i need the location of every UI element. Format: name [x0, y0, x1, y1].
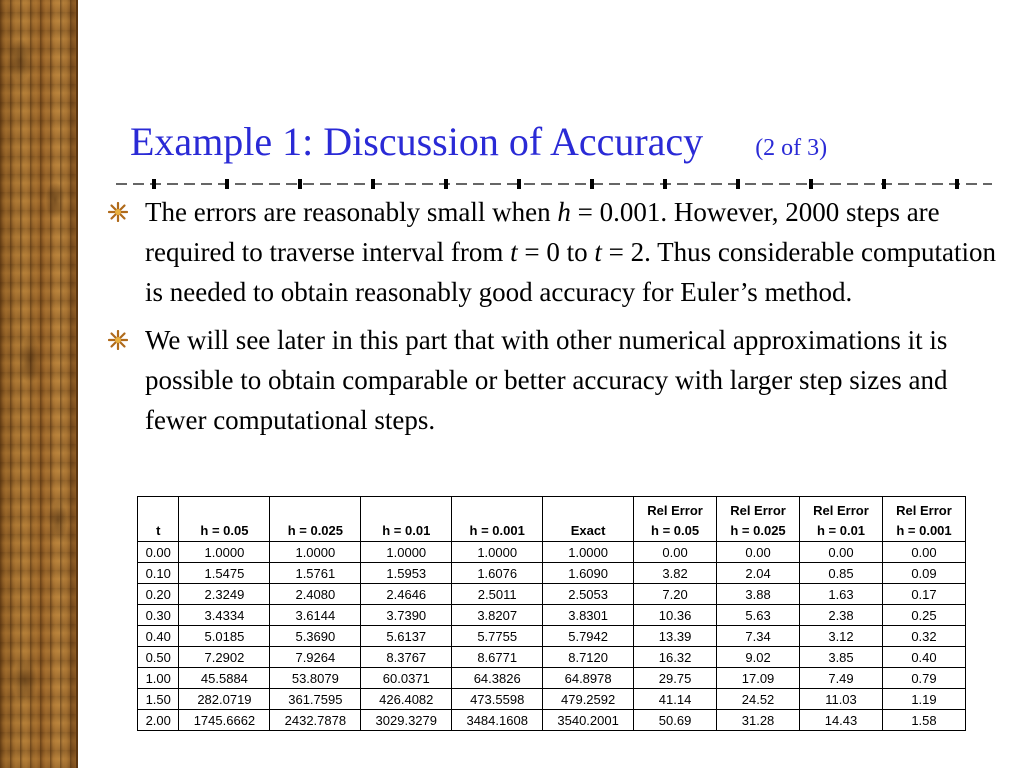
table-cell: 24.52	[717, 689, 800, 710]
table-cell: 1745.6662	[179, 710, 270, 731]
wood-texture-border	[0, 0, 76, 768]
table-cell: 0.32	[882, 626, 965, 647]
table-cell: 8.6771	[452, 647, 543, 668]
table-cell: 3484.1608	[452, 710, 543, 731]
header-line-1	[545, 501, 631, 521]
header-line-1	[363, 501, 449, 521]
table-header-cell	[800, 497, 883, 542]
bullet-item-1	[108, 192, 998, 312]
table-row	[138, 563, 966, 584]
table-header-cell	[179, 497, 270, 542]
table-cell: 1.0000	[179, 542, 270, 563]
header-line-1: Rel Error	[647, 503, 703, 518]
table-cell: 0.85	[800, 563, 883, 584]
table-cell: 3.4334	[179, 605, 270, 626]
slide-title-main: Example 1: Discussion of Accuracy	[130, 119, 704, 164]
header-line-1	[140, 501, 176, 521]
table-header-cell	[543, 497, 634, 542]
table-cell: 9.02	[717, 647, 800, 668]
table-header-cell	[138, 497, 179, 542]
header-line-2: h = 0.001	[469, 523, 525, 538]
star-bullet-icon	[108, 330, 128, 350]
table-cell: 1.00	[138, 668, 179, 689]
table-cell: 1.5475	[179, 563, 270, 584]
header-line-1: Rel Error	[813, 503, 869, 518]
table-cell: 64.3826	[452, 668, 543, 689]
divider-tick	[152, 179, 156, 189]
table-header-cell	[361, 497, 452, 542]
header-line-2: h = 0.01	[816, 523, 866, 538]
header-line-2: h = 0.025	[730, 523, 786, 538]
table-row	[138, 626, 966, 647]
table-cell: 0.00	[138, 542, 179, 563]
table-cell: 1.0000	[270, 542, 361, 563]
divider-tick	[736, 179, 740, 189]
divider-tick	[225, 179, 229, 189]
table-cell: 0.40	[138, 626, 179, 647]
table-cell: 53.8079	[270, 668, 361, 689]
divider-tick	[809, 179, 813, 189]
table-cell: 0.10	[138, 563, 179, 584]
table-cell: 13.39	[634, 626, 717, 647]
table-row	[138, 689, 966, 710]
table-cell: 2.4080	[270, 584, 361, 605]
table-cell: 0.00	[800, 542, 883, 563]
table-cell: 3.82	[634, 563, 717, 584]
table-cell: 1.50	[138, 689, 179, 710]
table-cell: 0.00	[882, 542, 965, 563]
header-line-1	[272, 501, 358, 521]
table-row	[138, 542, 966, 563]
divider-tick	[663, 179, 667, 189]
wood-border-edge	[76, 0, 78, 768]
table-cell: 3.6144	[270, 605, 361, 626]
table-cell: 3.8207	[452, 605, 543, 626]
header-line-2: t	[156, 523, 161, 538]
table-cell: 0.25	[882, 605, 965, 626]
divider-tick	[590, 179, 594, 189]
table-cell: 0.40	[882, 647, 965, 668]
divider-tick	[882, 179, 886, 189]
table-cell: 11.03	[800, 689, 883, 710]
table-row	[138, 647, 966, 668]
table-cell: 1.5953	[361, 563, 452, 584]
table-cell: 7.9264	[270, 647, 361, 668]
table-cell: 479.2592	[543, 689, 634, 710]
table-cell: 3029.3279	[361, 710, 452, 731]
table-cell: 0.17	[882, 584, 965, 605]
slide-title	[130, 118, 827, 165]
table-header-cell	[882, 497, 965, 542]
table-row	[138, 710, 966, 731]
table-header-cell	[452, 497, 543, 542]
table-cell: 361.7595	[270, 689, 361, 710]
bullet-list	[108, 192, 998, 448]
table-cell: 7.34	[717, 626, 800, 647]
header-line-1	[454, 501, 540, 521]
header-line-1: Rel Error	[730, 503, 786, 518]
table-cell: 2.38	[800, 605, 883, 626]
header-line-2: h = 0.01	[382, 523, 431, 538]
table-cell: 41.14	[634, 689, 717, 710]
table-cell: 10.36	[634, 605, 717, 626]
table-header-cell	[270, 497, 361, 542]
table-cell: 3540.2001	[543, 710, 634, 731]
bullet-text-2: We will see later in this part that with other numerical approximations it is possible to obtain comparable or better accuracy with larger step sizes and fewer computational steps.	[145, 325, 948, 435]
table-cell: 50.69	[634, 710, 717, 731]
table-cell: 0.00	[634, 542, 717, 563]
divider-tick	[444, 179, 448, 189]
table-cell: 2.00	[138, 710, 179, 731]
table-cell: 3.8301	[543, 605, 634, 626]
header-line-2: h = 0.05	[651, 523, 700, 538]
divider-tick	[371, 179, 375, 189]
table-cell: 2.3249	[179, 584, 270, 605]
table-cell: 426.4082	[361, 689, 452, 710]
divider-tick	[298, 179, 302, 189]
table-cell: 1.6090	[543, 563, 634, 584]
table-cell: 5.0185	[179, 626, 270, 647]
table-cell: 17.09	[717, 668, 800, 689]
header-line-2: h = 0.05	[200, 523, 249, 538]
bullet-text-1: The errors are reasonably small when h = 0.001. However, 2000 steps are required to traverse interval from t = 0 to t = 2. Thus considerable computation is needed to obtain reasonably good accuracy for Euler’s method.	[145, 197, 997, 307]
table-cell: 5.3690	[270, 626, 361, 647]
table-row	[138, 584, 966, 605]
table-cell: 1.6076	[452, 563, 543, 584]
table-header-cell	[634, 497, 717, 542]
table-cell: 1.5761	[270, 563, 361, 584]
table-cell: 3.7390	[361, 605, 452, 626]
table-cell: 0.30	[138, 605, 179, 626]
table-body	[138, 542, 966, 731]
table-cell: 2.5053	[543, 584, 634, 605]
table-cell: 31.28	[717, 710, 800, 731]
table-cell: 3.12	[800, 626, 883, 647]
table-cell: 1.0000	[543, 542, 634, 563]
table-cell: 1.19	[882, 689, 965, 710]
table-cell: 3.88	[717, 584, 800, 605]
table-cell: 45.5884	[179, 668, 270, 689]
table-header-cell	[717, 497, 800, 542]
table-cell: 2.4646	[361, 584, 452, 605]
table-row	[138, 605, 966, 626]
title-divider	[116, 178, 992, 190]
star-bullet-icon	[108, 202, 128, 222]
table-cell: 5.7942	[543, 626, 634, 647]
divider-tick	[517, 179, 521, 189]
slide-title-counter: (2 of 3)	[755, 135, 828, 161]
table-cell: 1.58	[882, 710, 965, 731]
table-cell: 5.7755	[452, 626, 543, 647]
table-cell: 7.49	[800, 668, 883, 689]
divider-tick	[955, 179, 959, 189]
table-cell: 1.0000	[361, 542, 452, 563]
table-header-row	[138, 497, 966, 542]
table-cell: 0.00	[717, 542, 800, 563]
table-cell: 5.63	[717, 605, 800, 626]
table-cell: 2.04	[717, 563, 800, 584]
bullet-item-2	[108, 320, 998, 440]
table-cell: 60.0371	[361, 668, 452, 689]
table-cell: 0.50	[138, 647, 179, 668]
table-cell: 282.0719	[179, 689, 270, 710]
table-cell: 29.75	[634, 668, 717, 689]
header-line-2: h = 0.025	[287, 523, 343, 538]
table-cell: 1.63	[800, 584, 883, 605]
table-cell: 2432.7878	[270, 710, 361, 731]
table-cell: 5.6137	[361, 626, 452, 647]
accuracy-table	[137, 496, 966, 731]
header-line-2: h = 0.001	[896, 523, 952, 538]
table-cell: 0.79	[882, 668, 965, 689]
header-line-1: Rel Error	[896, 503, 952, 518]
table-cell: 2.5011	[452, 584, 543, 605]
table-cell: 7.20	[634, 584, 717, 605]
table-cell: 7.2902	[179, 647, 270, 668]
table-cell: 0.20	[138, 584, 179, 605]
table-cell: 16.32	[634, 647, 717, 668]
table-row	[138, 668, 966, 689]
table-cell: 3.85	[800, 647, 883, 668]
table-cell: 8.3767	[361, 647, 452, 668]
table-cell: 14.43	[800, 710, 883, 731]
table-cell: 0.09	[882, 563, 965, 584]
table-cell: 8.7120	[543, 647, 634, 668]
header-line-1	[181, 501, 267, 521]
table-cell: 64.8978	[543, 668, 634, 689]
table-cell: 1.0000	[452, 542, 543, 563]
header-line-2: Exact	[570, 523, 606, 538]
table-cell: 473.5598	[452, 689, 543, 710]
